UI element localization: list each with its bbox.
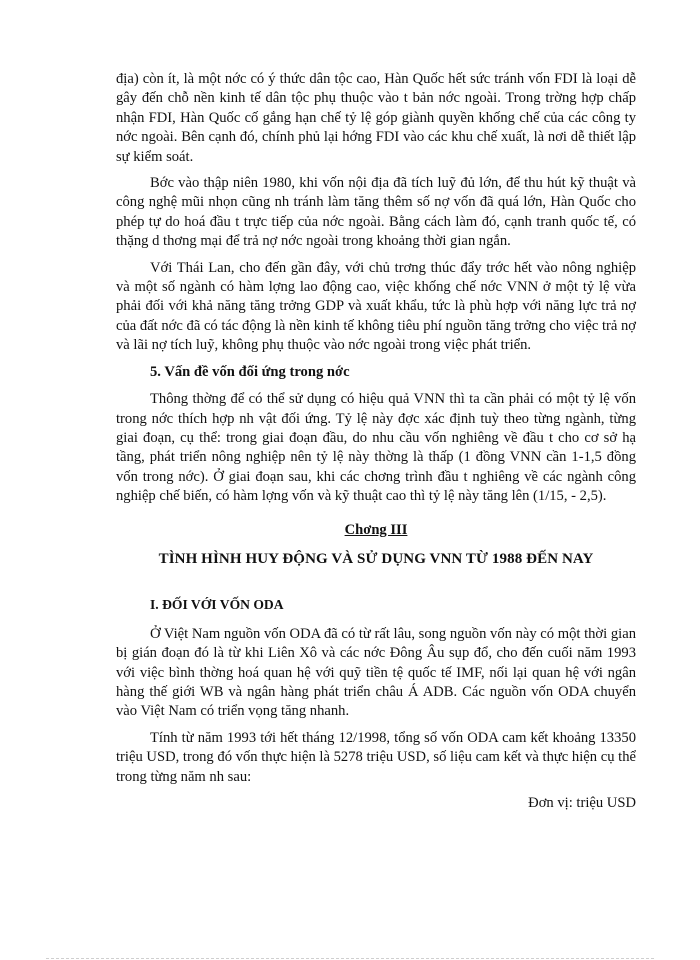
unit-label: Đơn vị: triệu USD	[528, 795, 636, 811]
chapter-label: Chơng III	[344, 521, 408, 538]
paragraph-counterpart-capital: Thông thờng để có thể sử dụng có hiệu quả VNN thì ta cần phải có một tỷ lệ vốn trong nớc thích hợp nh vật đối ứng. Tỷ lệ này đợc xác định tuỳ theo từng ngành, từng giai đoạn, cụ thể: trong giai đoạn đầu, do nhu cầu vốn nghiêng về đầu t cho cơ sở hạ tầng, phát triển nông nghiệp nên tỷ lệ này thờng là thấp (1 đồng VNN cần 1-1,5 đồng vốn trong nớc). Ở giai đoạn sau, khi các chơng trình đầu t nghiêng về các ngành công nghiệp chế biến, có hàm lợng vốn và kỹ thuật cao thì tỷ lệ này tăng lên (1/15, - 2,5).	[116, 391, 636, 505]
paragraph-thailand: Với Thái Lan, cho đến gần đây, với chủ trơng thúc đẩy trớc hết vào nông nghiệp và một số ngành có hàm lợng lao động cao, việc khống chế nớc VNN ở một tỷ lệ vừa phải đối với khả năng tăng trởng GDP và xuất khẩu, tức là phù hợp với năng lực trả nợ của đất nớc đã có tác động là nền kinh tế không tiêu phí nguồn tăng trởng cho việc trả nợ và lãi nợ tích luỹ, không phụ thuộc vào nớc ngoài trong việc phát triển.	[116, 259, 637, 354]
paragraph-korea-fdi: địa) còn ít, là một nớc có ý thức dân tộc cao, Hàn Quốc hết sức tránh vốn FDI là loại dễ gây đến chỗ nền kinh tế dân tộc phụ thuộc vào t bản nớc ngoài. Trong trờng hợp chấp nhận FDI, Hàn Quốc cố gắng hạn chế tỷ lệ góp giành quyền khống chế của các công ty nớc ngoài. Bên cạnh đó, chính phủ lại hớng FDI vào các khu chế xuất, là nơi dễ thiết lập sự kiểm soát.	[116, 71, 636, 165]
paragraph-korea-1980s: Bớc vào thập niên 1980, khi vốn nội địa đã tích luỹ đủ lớn, để thu hút kỹ thuật và công nghệ mũi nhọn cũng nh tránh làm tăng thêm số nợ vốn đã quá lớn, Hàn Quốc cho phép tự do hoá đầu t trực tiếp của nớc ngoài. Bằng cách làm đó, cạnh tranh quốc tế, có thặng d thơng mại để trả nợ nớc ngoài trong khoảng thời gian ngắn.	[116, 175, 636, 250]
section-heading-oda: I. ĐỐI VỚI VỐN ODA	[150, 597, 284, 613]
document-body	[116, 70, 636, 813]
section-heading-5: 5. Vấn đề vốn đối ứng trong nớc	[150, 363, 350, 380]
page-bottom-divider	[46, 958, 654, 959]
paragraph-oda-history: Ở Việt Nam nguồn vốn ODA đã có từ rất lâu, song nguồn vốn này có một thời gian bị gián đoạn đó là từ khi Liên Xô và các nớc Đông Âu sụp đổ, cho đến cuối năm 1993 với việc bình thờng hoá quan hệ với quỹ tiền tệ quốc tế IMF, nối lại quan hệ với ngân hàng thế giới WB và ngân hàng phát triển châu Á ADB. Các nguồn vốn ODA chuyển vào Việt Nam có triển vọng tăng nhanh.	[116, 625, 636, 720]
paragraph-oda-totals: Tính từ năm 1993 tới hết tháng 12/1998, tổng số vốn ODA cam kết khoảng 13350 triệu USD, trong đó vốn thực hiện là 5278 triệu USD, số liệu cam kết và thực hiện cụ thể trong từng năm nh sau:	[116, 729, 636, 785]
chapter-title: TÌNH HÌNH HUY ĐỘNG VÀ SỬ DỤNG VNN TỪ 1988 ĐẾN NAY	[158, 550, 594, 567]
